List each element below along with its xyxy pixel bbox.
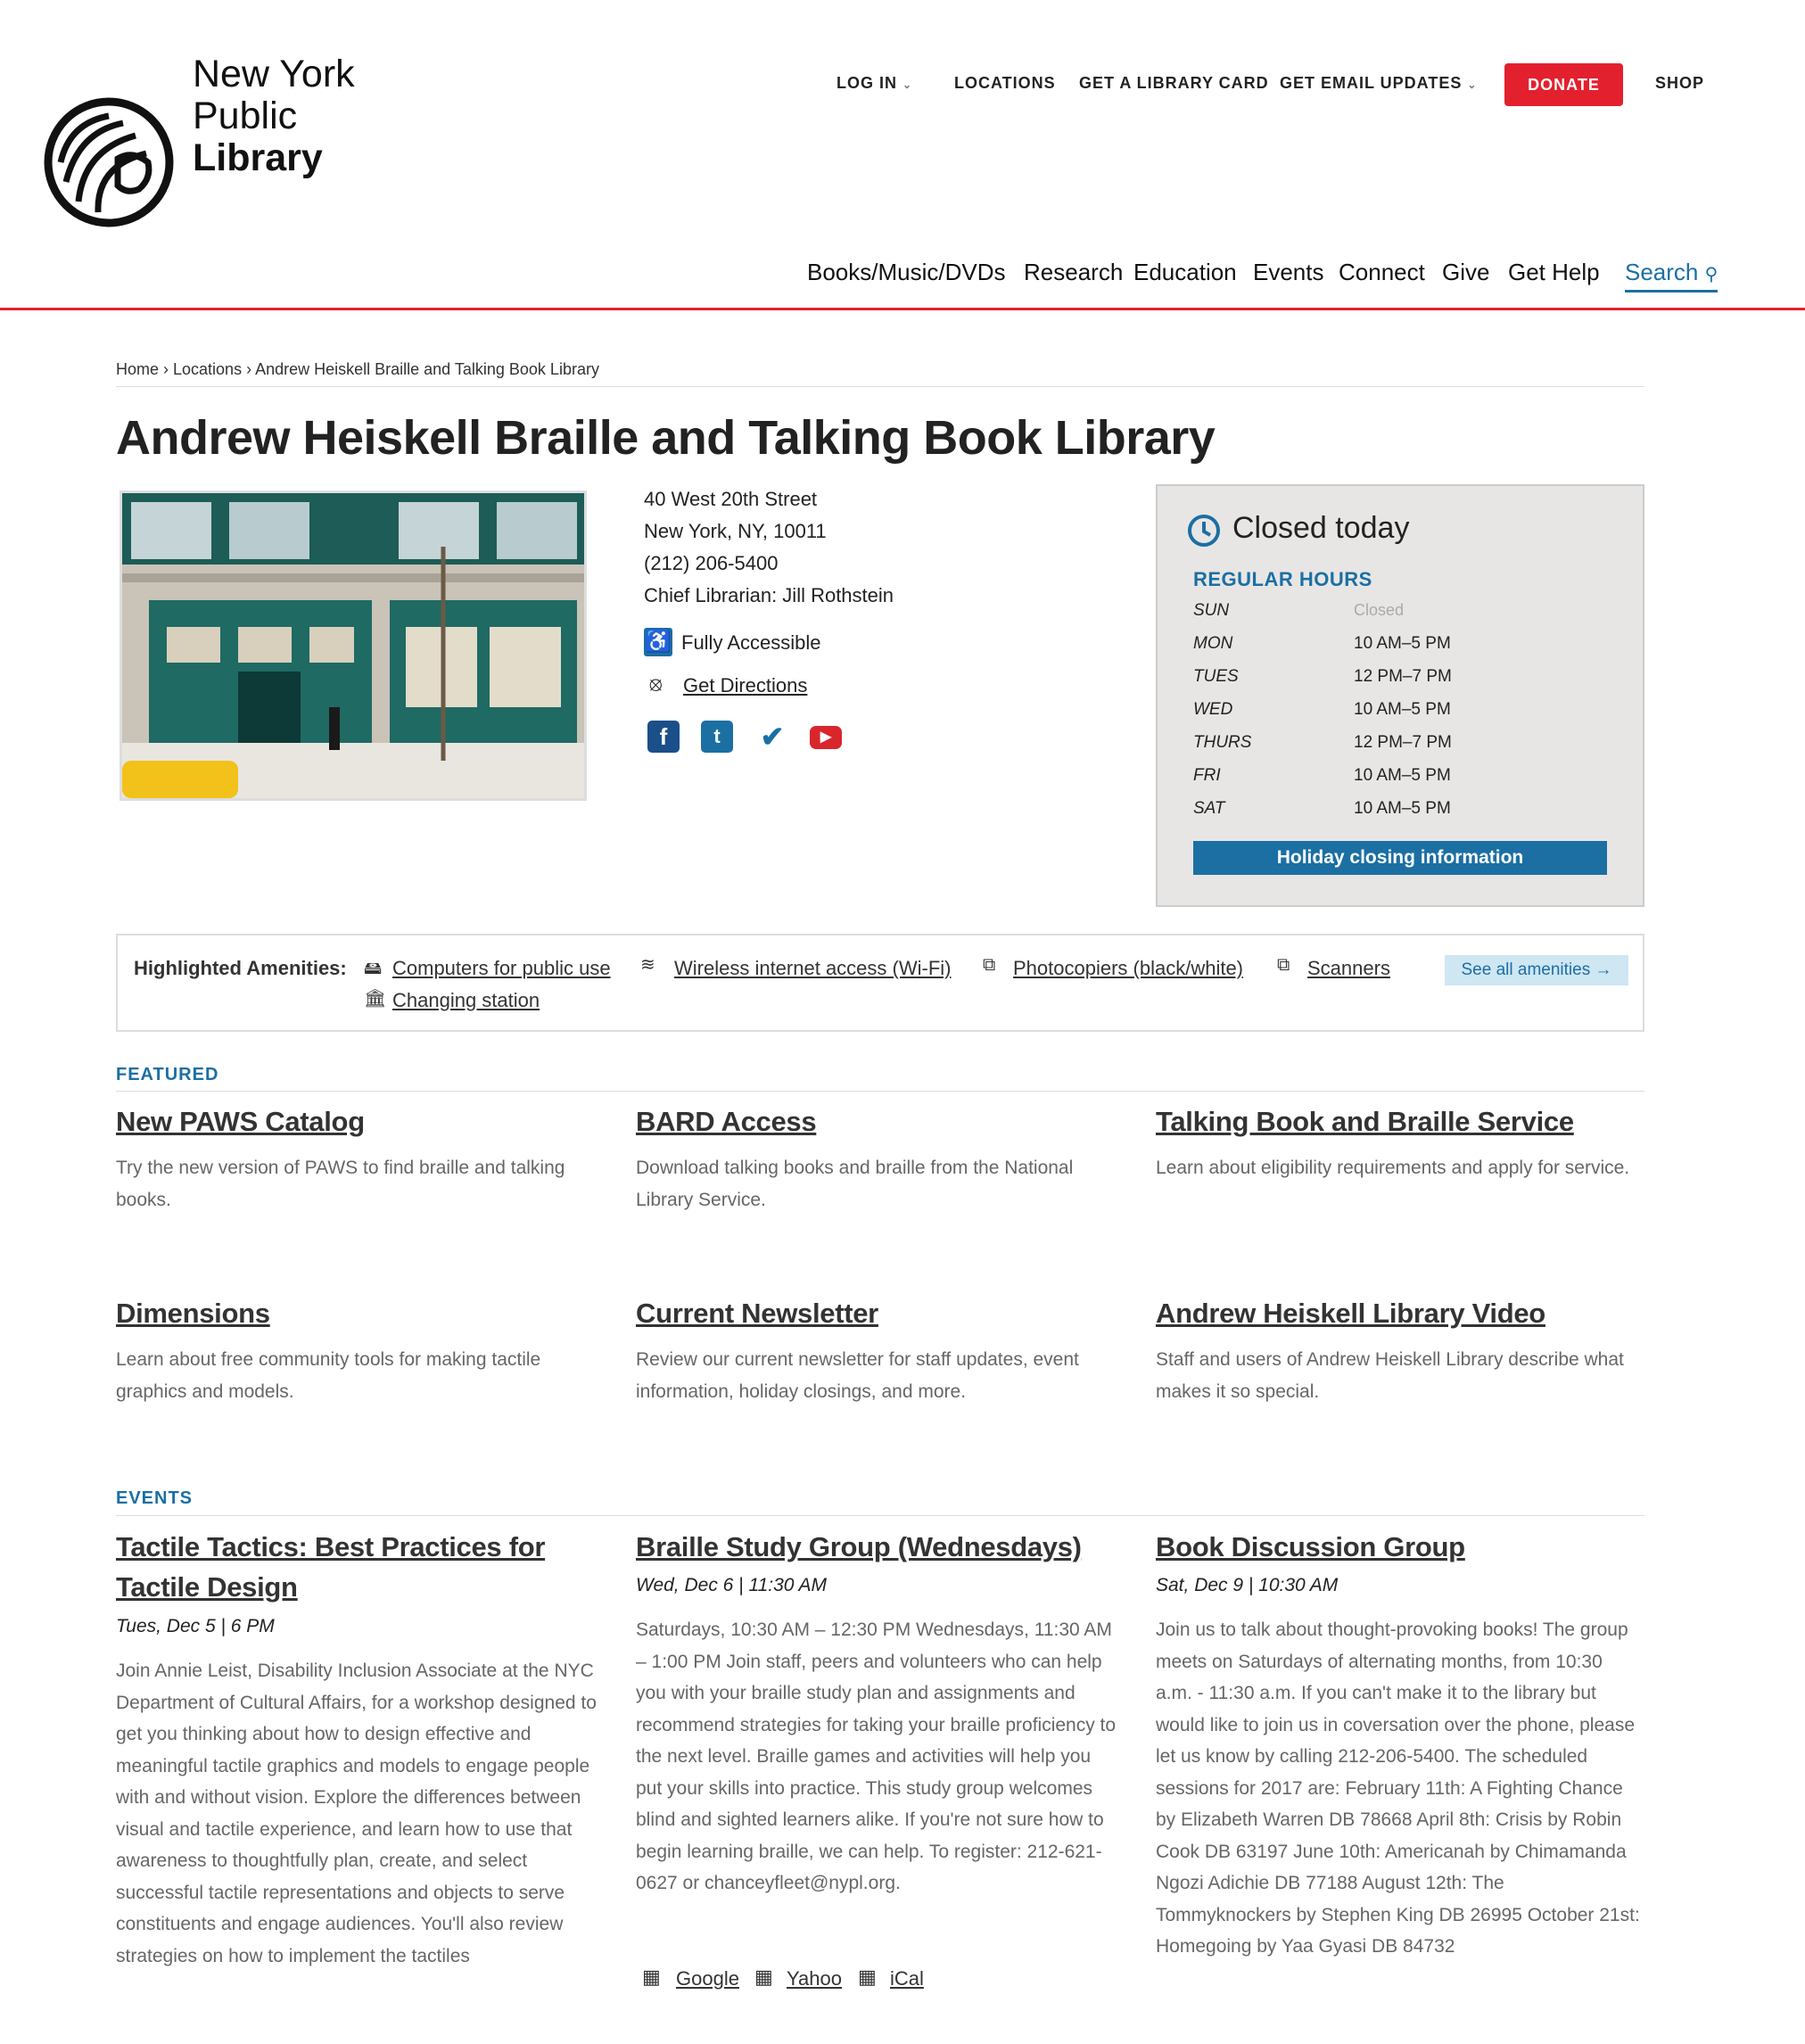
holiday-closing-button[interactable]: Holiday closing information <box>1193 841 1607 875</box>
featured-card-title[interactable]: Dimensions <box>116 1298 270 1329</box>
directions-icon: ⦻ <box>649 672 663 695</box>
amenity-photocopiers[interactable]: Photocopiers (black/white) <box>1013 957 1244 979</box>
computer-icon: 🖴 <box>364 959 383 978</box>
hours-day: SAT <box>1193 799 1225 818</box>
hours-time: 12 PM–7 PM <box>1354 733 1452 752</box>
nav-search[interactable]: Search ⚲ <box>1625 259 1718 293</box>
nav-research[interactable]: Research <box>1024 259 1124 285</box>
events-heading: EVENTS <box>116 1488 194 1508</box>
calendar-icon: ▦ <box>754 1966 773 1988</box>
event-desc: Saturdays, 10:30 AM – 12:30 PM Wednesdays, 11:30 AM – 1:00 PM Join staff, peers and volunteers who can help you with your braille study plan and assignments and recommend strategies for taking your braille proficiency to the next level. Braille games and activities will help you put your skills into practice. This study group welcomes blind and sighted learners alike. If you're not sure how to begin learning braille, we can help. To register: 212-621-0627 or chanceyfleet@nypl.org. <box>636 1620 1117 1893</box>
hours-day: FRI <box>1193 766 1221 785</box>
amenity-wifi[interactable]: Wireless internet access (Wi-Fi) <box>674 957 952 979</box>
add-yahoo-calendar-link[interactable]: Yahoo <box>787 1967 842 1990</box>
featured-card-title[interactable]: Andrew Heiskell Library Video <box>1156 1298 1545 1329</box>
breadcrumb: Home › Locations › Andrew Heiskell Braille and Talking Book Library <box>116 360 599 378</box>
nav-education[interactable]: Education <box>1133 259 1237 285</box>
address-city: New York, NY, 10011 <box>644 520 827 542</box>
divider <box>116 1091 1644 1092</box>
checkmark-icon[interactable]: ✔ <box>760 721 785 753</box>
featured-card-desc: Try the new version of PAWS to find braille and talking books. <box>116 1158 565 1210</box>
hours-time: 12 PM–7 PM <box>1354 667 1452 686</box>
library-photo <box>120 490 587 801</box>
featured-heading: FEATURED <box>116 1065 219 1084</box>
chevron-down-icon: ⌄ <box>1467 78 1478 91</box>
amenities-label: Highlighted Amenities: <box>134 957 347 979</box>
hours-day: MON <box>1193 634 1233 653</box>
featured-card-desc: Staff and users of Andrew Heiskell Library describe what makes it so special. <box>1156 1349 1624 1402</box>
get-directions-link[interactable]: Get Directions <box>683 674 808 696</box>
hours-time: Closed <box>1354 601 1405 619</box>
donate-button[interactable]: DONATE <box>1504 63 1623 106</box>
logo-line-1: New York <box>193 53 355 95</box>
featured-card-title[interactable]: Current Newsletter <box>636 1298 878 1329</box>
hours-status: Closed today <box>1232 511 1410 545</box>
divider <box>116 1515 1644 1516</box>
address-phone[interactable]: (212) 206-5400 <box>644 552 779 574</box>
youtube-icon[interactable]: ▶ <box>810 726 842 749</box>
facebook-icon[interactable]: f <box>647 721 680 753</box>
hours-day: WED <box>1193 700 1233 719</box>
amenity-scanners[interactable]: Scanners <box>1307 957 1390 979</box>
breadcrumb-locations[interactable]: Locations <box>173 360 243 378</box>
search-icon: ⚲ <box>1704 265 1718 284</box>
wifi-icon: ≋ <box>640 955 655 975</box>
amenity-computers[interactable]: Computers for public use <box>392 957 611 979</box>
wheelchair-icon: ♿ <box>644 628 672 656</box>
nypl-logo[interactable] <box>43 96 175 228</box>
nav-events[interactable]: Events <box>1253 259 1324 285</box>
featured-card-title[interactable]: New PAWS Catalog <box>116 1106 365 1137</box>
featured-card-desc: Review our current newsletter for staff updates, event information, holiday closings, and more. <box>636 1349 1079 1402</box>
event-desc: Join Annie Leist, Disability Inclusion Associate at the NYC Department of Cultural Affairs, for a workshop designed to get you thinking about how to design effective and meaningful tactile graphics and models to engage people with and without vision. Explore the differences between visual and tactile experience, and learn how to use that awareness to thoughtfully plan, create, and select successful tactile representations and objects to serve constituents and engage audiences. You'll also review strategies on how to implement the tactiles <box>116 1661 597 1966</box>
logo-line-3: Library <box>193 136 323 179</box>
logo-line-2: Public <box>193 95 298 137</box>
page-title: Andrew Heiskell Braille and Talking Book Library <box>116 411 1216 465</box>
scanner-icon: ⧉ <box>1277 955 1290 975</box>
chevron-down-icon: ⌄ <box>902 78 913 91</box>
nav-books[interactable]: Books/Music/DVDs <box>807 259 1006 285</box>
hours-time: 10 AM–5 PM <box>1354 766 1451 785</box>
hours-time: 10 AM–5 PM <box>1354 634 1451 653</box>
arrow-right-icon: → <box>1595 960 1612 979</box>
add-google-calendar-link[interactable]: Google <box>676 1967 739 1990</box>
locations-link[interactable]: LOCATIONS <box>954 74 1056 92</box>
email-updates-link[interactable]: GET EMAIL UPDATES ⌄ <box>1280 74 1478 92</box>
featured-card-desc: Learn about eligibility requirements and apply for service. <box>1156 1158 1630 1178</box>
hours-subtitle: REGULAR HOURS <box>1193 568 1372 590</box>
shop-link[interactable]: SHOP <box>1655 74 1705 92</box>
lion-icon <box>43 96 175 228</box>
hours-time: 10 AM–5 PM <box>1354 799 1451 818</box>
event-desc: Join us to talk about thought-provoking books! The group meets on Saturdays of alternating months, from 10:30 a.m. - 11:30 a.m. If you can't make it to the library but would like to join us in coversation over the phone, please let us know by calling 212-206-5400. The scheduled sessions for 2017 are: February 11th: A Fighting Chance by Elizabeth Warren DB 78668 April 8th: Crisis by Robin Cook DB 63197 June 10th: Americanah by Chimamanda Ngozi Adichie DB 77188 August 12th: The Tommyknockers by Stephen King DB 26995 October 21st: Homegoing by Yaa Gyasi DB 84732 <box>1156 1620 1640 1957</box>
amenity-changing-station[interactable]: Changing station <box>392 989 540 1011</box>
chief-librarian: Chief Librarian: Jill Rothstein <box>644 584 894 606</box>
event-date: Wed, Dec 6 | 11:30 AM <box>636 1575 827 1595</box>
twitter-icon[interactable]: t <box>701 721 733 753</box>
copier-icon: ⧉ <box>983 955 996 975</box>
event-date: Tues, Dec 5 | 6 PM <box>116 1616 275 1636</box>
accessibility-label: Fully Accessible <box>681 631 821 654</box>
add-ical-link[interactable]: iCal <box>890 1967 924 1990</box>
featured-card-title[interactable]: BARD Access <box>636 1106 817 1137</box>
login-link[interactable]: LOG IN ⌄ <box>837 74 913 92</box>
event-title[interactable]: Braille Study Group (Wednesdays) <box>636 1531 1082 1562</box>
featured-card-desc: Download talking books and braille from the National Library Service. <box>636 1158 1074 1210</box>
calendar-icon: ▦ <box>642 1966 661 1988</box>
logo-text[interactable] <box>193 54 355 179</box>
event-date: Sat, Dec 9 | 10:30 AM <box>1156 1575 1339 1595</box>
breadcrumb-current: Andrew Heiskell Braille and Talking Book Library <box>255 360 599 378</box>
breadcrumb-home[interactable]: Home <box>116 360 160 378</box>
nav-get-help[interactable]: Get Help <box>1508 259 1600 285</box>
hours-day: TUES <box>1193 667 1239 686</box>
changing-station-icon: 🏛 <box>364 989 387 1009</box>
amenities-panel <box>116 934 1644 1032</box>
library-card-link[interactable]: GET A LIBRARY CARD <box>1079 74 1269 92</box>
nav-connect[interactable]: Connect <box>1339 259 1425 285</box>
clock-icon <box>1186 513 1222 548</box>
hours-day: THURS <box>1193 733 1252 752</box>
nav-give[interactable]: Give <box>1442 259 1490 285</box>
featured-card-desc: Learn about free community tools for making tactile graphics and models. <box>116 1349 541 1402</box>
divider <box>116 386 1644 387</box>
header-divider <box>0 308 1805 310</box>
featured-card-title[interactable]: Talking Book and Braille Service <box>1156 1106 1574 1137</box>
calendar-icon: ▦ <box>858 1966 877 1988</box>
hours-day: SUN <box>1193 601 1230 620</box>
hours-panel <box>1156 484 1644 907</box>
event-title[interactable]: Tactile Tactics: Best Practices for Tactile Design <box>116 1531 546 1603</box>
address-street: 40 West 20th Street <box>644 488 818 510</box>
hours-time: 10 AM–5 PM <box>1354 700 1451 719</box>
event-title[interactable]: Book Discussion Group <box>1156 1531 1465 1562</box>
see-all-amenities-button[interactable]: See all amenities → <box>1445 955 1628 985</box>
